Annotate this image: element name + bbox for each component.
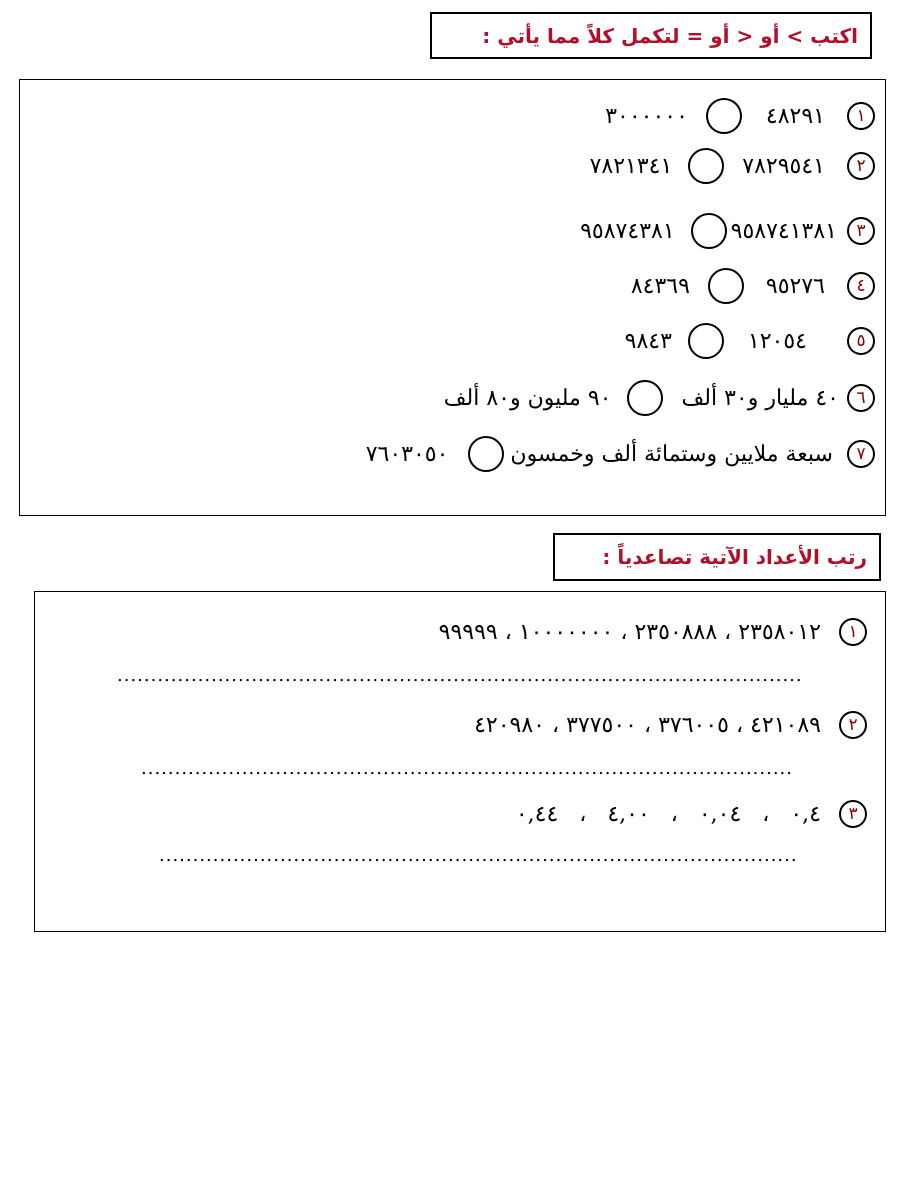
item-number: ٤ — [847, 272, 875, 300]
answer-circle[interactable] — [691, 213, 727, 249]
numbers-list: ٢٣٥٨٠١٢ ، ٢٣٥٠٨٨٨ ، ١٠٠٠٠٠٠٠ ، ٩٩٩٩٩ — [438, 619, 821, 645]
right-value: ٧٨٢١٣٤١ — [589, 153, 673, 179]
left-value: سبعة ملايين وستمائة ألف وخمسون — [510, 441, 833, 467]
numbers-list: ٤٢١٠٨٩ ، ٣٧٦٠٠٥ ، ٣٧٧٥٠٠ ، ٤٢٠٩٨٠ — [474, 712, 821, 738]
right-value: ٧٦٠٣٠٥٠ — [365, 441, 449, 467]
item-number: ٥ — [847, 327, 875, 355]
right-value: ٨٤٣٦٩ — [630, 273, 690, 299]
left-value: ٩٥٨٧٤١٣٨١ — [730, 218, 837, 244]
item-number: ٣ — [839, 800, 867, 828]
answer-circle[interactable] — [468, 436, 504, 472]
section2-title: رتب الأعداد الآتية تصاعدياً : — [553, 533, 881, 581]
left-value: ٩٥٢٧٦ — [765, 273, 825, 299]
ordering-panel — [34, 591, 886, 932]
left-value: ١٢٠٥٤ — [747, 328, 807, 354]
compare-item-4 — [631, 268, 875, 304]
answer-line[interactable]: ............................................................................................... — [159, 845, 798, 866]
item-number: ٧ — [847, 440, 875, 468]
answer-circle[interactable] — [688, 323, 724, 359]
compare-item-6 — [444, 380, 875, 416]
answer-circle[interactable] — [688, 148, 724, 184]
item-number: ١ — [839, 618, 867, 646]
left-value: ٤٨٢٩١ — [765, 103, 825, 129]
item-number: ٦ — [847, 384, 875, 412]
right-value: ٩٨٤٣ — [624, 328, 672, 354]
item-number: ٢ — [839, 711, 867, 739]
answer-circle[interactable] — [706, 98, 742, 134]
compare-item-3 — [580, 213, 875, 249]
left-value: ٤٠ مليار و٣٠ ألف — [681, 385, 839, 411]
left-value: ٧٨٢٩٥٤١ — [742, 153, 825, 179]
answer-circle[interactable] — [627, 380, 663, 416]
right-value: ٩٠ مليون و٨٠ ألف — [443, 385, 612, 411]
answer-line[interactable]: ................................................................................................. — [141, 758, 794, 779]
item-number: ٢ — [847, 152, 875, 180]
order-item-3 — [516, 800, 867, 828]
section1-title: اكتب > أو < أو = لتكمل كلاً مما يأتي : — [430, 12, 872, 59]
compare-item-2 — [590, 148, 875, 184]
answer-line[interactable]: ...................................................................................................... — [117, 665, 803, 686]
right-value: ٩٥٨٧٤٣٨١ — [580, 218, 675, 244]
compare-item-7 — [366, 436, 875, 472]
compare-item-5 — [625, 323, 875, 359]
order-item-2 — [474, 711, 867, 739]
order-item-1 — [439, 618, 867, 646]
item-number: ١ — [847, 102, 875, 130]
answer-circle[interactable] — [708, 268, 744, 304]
numbers-list: ٠,٤ ، ٠,٠٤ ، ٤,٠٠ ، ٠,٤٤ — [515, 801, 821, 827]
right-value: ٣٠٠٠٠٠٠ — [605, 103, 688, 129]
compare-panel — [19, 79, 886, 516]
compare-item-1 — [605, 98, 875, 134]
item-number: ٣ — [847, 217, 875, 245]
